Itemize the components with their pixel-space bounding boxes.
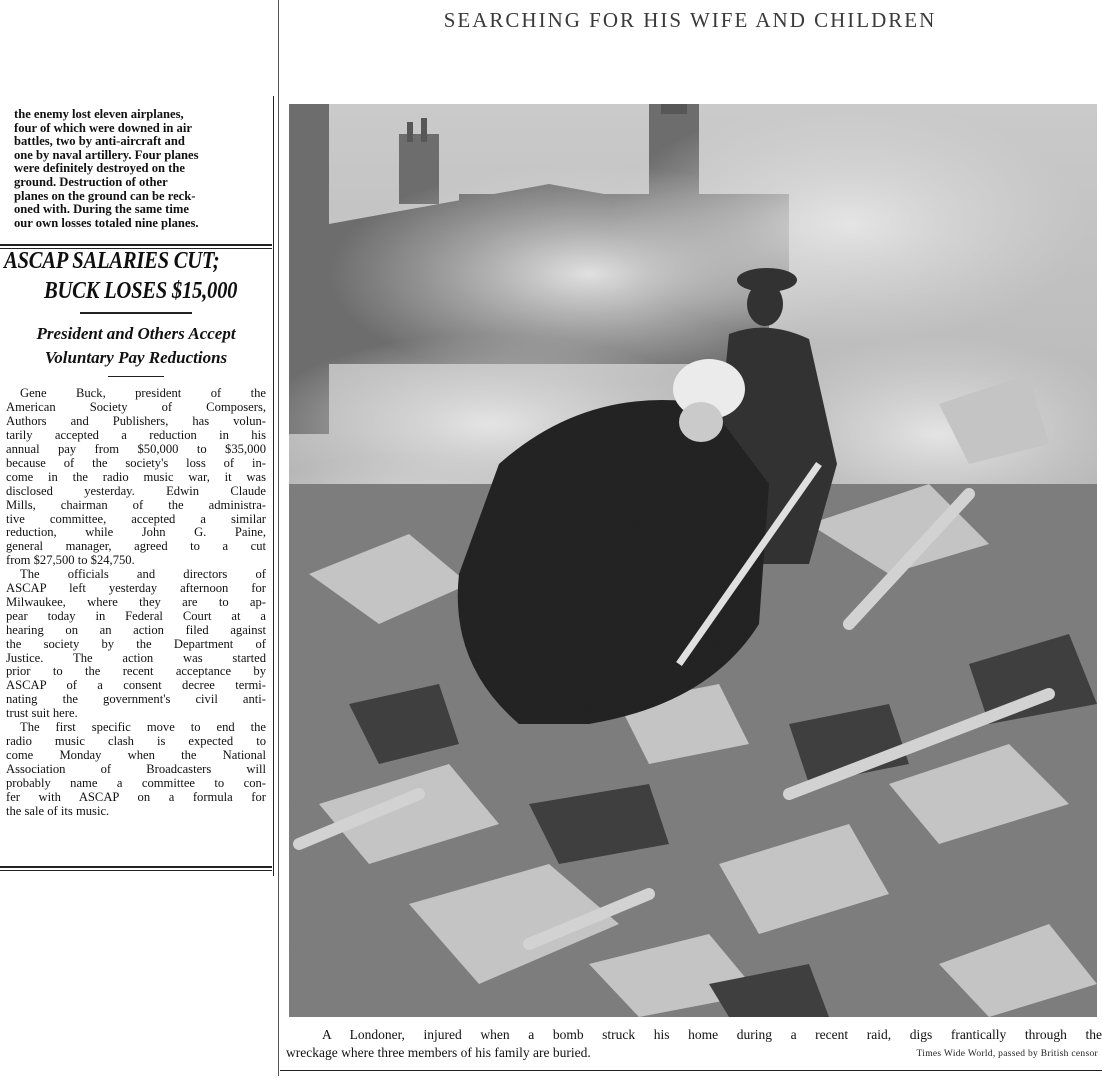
fragment-line: one by naval artillery. Four planes: [14, 147, 199, 162]
bomb-wreckage-photo: [289, 104, 1097, 1017]
article-line: the society by the Department of: [6, 636, 266, 651]
fragment-line: the enemy lost eleven airplanes,: [14, 107, 184, 121]
article-line: Association of Broadcasters will: [6, 761, 266, 776]
previous-article-fragment: [14, 108, 266, 230]
article-line: probably name a committee to con-: [6, 775, 266, 790]
article-line: Mills, chairman of the administra-: [6, 497, 266, 512]
article-line: Justice. The action was started: [6, 650, 266, 665]
fragment-line: battles, two by anti-aircraft and: [14, 134, 185, 149]
subhead-line-1: President and Others Accept: [36, 324, 236, 344]
news-photo: [289, 104, 1097, 1017]
article-line: tarily accepted a reduction in his: [6, 428, 266, 443]
caption-line-1: A Londoner, injured when a bomb struck his home during a recent raid, digs frantically through the: [322, 1027, 1102, 1042]
photo-credit: Times Wide World, passed by British censor: [916, 1049, 1098, 1059]
caption-line-2: wreckage where three members of his family are buried.: [286, 1045, 591, 1060]
article-line: Authors and Publishers, has volun-: [6, 414, 266, 429]
column-rule-photo: [278, 0, 279, 1076]
article-line: nating the government's civil anti-: [6, 692, 266, 707]
article-line: because of the society's loss of in-: [6, 455, 266, 470]
article-line: American Society of Composers,: [6, 400, 266, 415]
article-line: come Monday when the National: [6, 747, 266, 762]
fragment-line: ground. Destruction of other: [14, 174, 168, 189]
headline-line-2: BUCK LOSES $15,000: [44, 278, 238, 305]
article-line: Milwaukee, where they are to ap-: [6, 594, 266, 609]
article-line: The first specific move to end the: [20, 720, 266, 735]
article-line: annual pay from $50,000 to $35,000: [6, 441, 266, 456]
fragment-line: planes on the ground can be reck-: [14, 188, 196, 203]
article-line: fer with ASCAP on a formula for: [6, 789, 266, 804]
article-line: radio music clash is expected to: [6, 734, 266, 748]
column-rule-left: [273, 96, 274, 876]
page-bottom-rule: [280, 1070, 1102, 1071]
article-line: ASCAP of a consent decree termi-: [6, 678, 266, 693]
article-line: The officials and directors of: [20, 567, 266, 582]
left-text-column: [0, 108, 272, 818]
article-line: from $27,500 to $24,750.: [6, 553, 135, 568]
fragment-line: were definitely destroyed on the: [14, 161, 185, 176]
fragment-line: oned with. During the same time: [14, 202, 189, 217]
article-line: tive committee, accepted a similar: [6, 511, 266, 526]
article-bottom-rule: [0, 866, 272, 868]
article-line: ASCAP left yesterday afternoon for: [6, 581, 266, 596]
subhead-divider: [108, 376, 164, 377]
fragment-line: our own losses totaled nine planes.: [14, 215, 199, 230]
headline-line-1: ASCAP SALARIES CUT;: [4, 248, 220, 275]
article-line: prior to the recent acceptance by: [6, 664, 266, 679]
article-line: Gene Buck, president of the: [20, 386, 266, 401]
article-bottom-rule-2: [0, 870, 272, 871]
article-line: general manager, agreed to a cut: [6, 539, 266, 554]
article-line: trust suit here.: [6, 706, 78, 721]
article-line: pear today in Federal Court at a: [6, 608, 266, 623]
article-line: hearing on an action filed against: [6, 622, 266, 637]
headline-divider: [80, 312, 192, 314]
article-line: disclosed yesterday. Edwin Claude: [6, 483, 266, 498]
article-line: come in the radio music war, it was: [6, 469, 266, 484]
subhead-line-2: Voluntary Pay Reductions: [44, 348, 228, 368]
article-line: the sale of its music.: [6, 803, 110, 818]
article-line: reduction, while John G. Paine,: [6, 525, 266, 540]
article-body: [6, 387, 266, 818]
fragment-line: four of which were downed in air: [14, 120, 192, 135]
photo-title: SEARCHING FOR HIS WIFE AND CHILDREN: [443, 8, 937, 32]
